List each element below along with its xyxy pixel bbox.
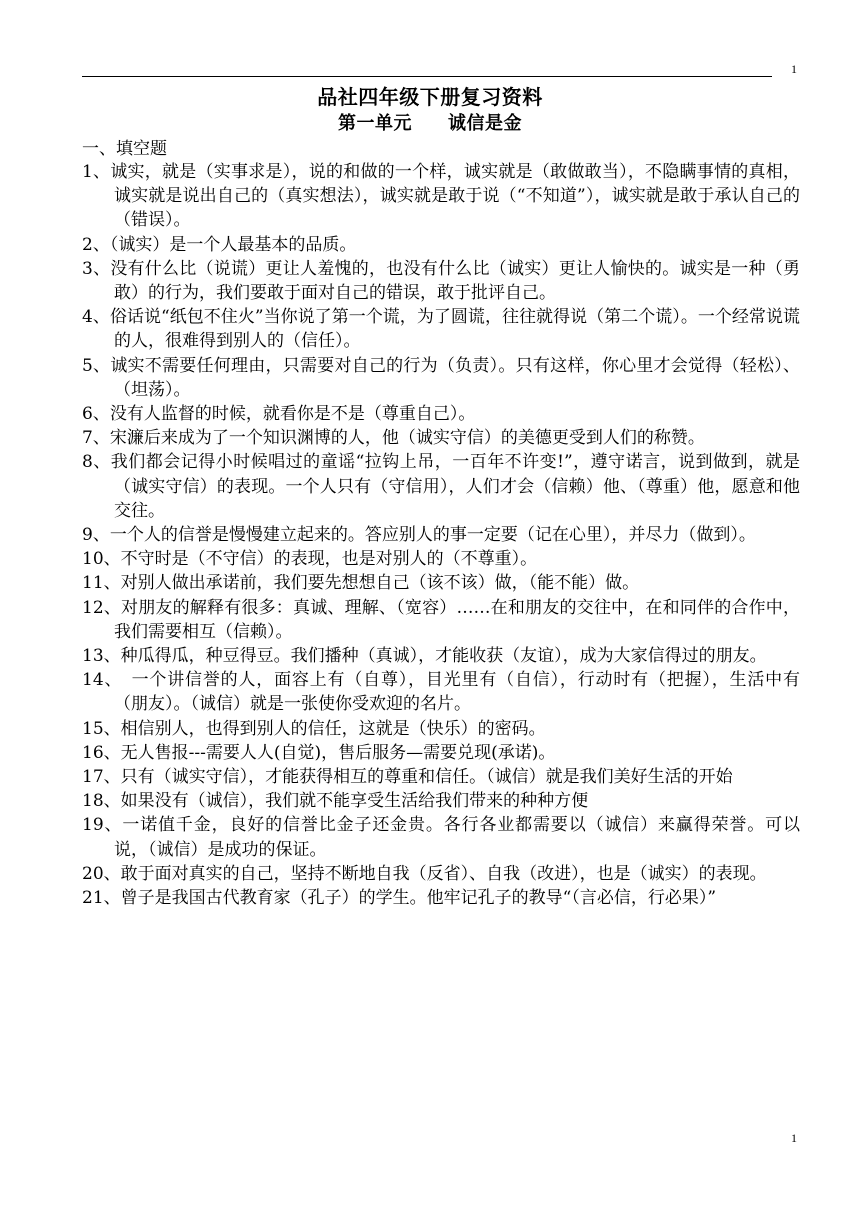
item-text: 一个人的信誉是慢慢建立起来的。答应别人的事一定要（记在心里），并尽力（做到）。 — [109, 525, 756, 546]
item-text: （诚实）是一个人最基本的品质。 — [109, 234, 357, 255]
page-number-top: 1 — [791, 62, 797, 76]
list-item — [82, 668, 800, 716]
item-text: 对朋友的解释有很多：真诚、理解、（宽容）……在和朋友的交往中，在和同伴的合作中，我们需要相互（信赖）。 — [114, 597, 800, 642]
item-number: 13、 — [82, 646, 121, 667]
item-number: 20、 — [82, 863, 121, 884]
list-item — [82, 426, 800, 450]
item-number: 18、 — [82, 791, 121, 812]
list-item — [82, 233, 800, 257]
list-item — [82, 596, 800, 644]
item-number: 5、 — [82, 355, 111, 376]
page-number-bottom: 1 — [791, 1131, 797, 1145]
item-text: 一诺值千金，良好的信誉比金子还金贵。各行各业都需要以（诚信）来赢得荣誉。可以说，（诚信）是成功的保证。 — [114, 815, 800, 860]
list-item — [82, 305, 800, 353]
item-number: 16、 — [82, 742, 121, 763]
item-number: 10、 — [82, 549, 121, 570]
item-text: 只有（诚实守信），才能获得相互的尊重和信任。（诚信）就是我们美好生活的开始 — [120, 767, 733, 788]
item-number: 11、 — [82, 573, 121, 594]
list-item — [82, 813, 800, 861]
item-text: 一个讲信誉的人，面容上有（自尊），目光里有（自信），行动时有（把握），生活中有（朋友）。（诚信）就是一张使你受欢迎的名片。 — [113, 670, 800, 715]
item-text: 没有人监督的时候，就看你是不是（尊重自己）。 — [109, 404, 476, 425]
item-number: 14、 — [82, 670, 114, 691]
list-item — [82, 717, 800, 741]
item-text: 曾子是我国古代教育家（孔子）的学生。他牢记孔子的教导“（言必信，行必果）” — [120, 888, 717, 909]
list-item — [82, 450, 800, 523]
item-text: 无人售报---需要人人(自觉)，售后服务—需要兑现(承诺)。 — [120, 742, 556, 763]
item-text: 诚实，就是（实事求是），说的和做的一个样，诚实就是（敢做敢当），不隐瞒事情的真相，诚实就是说出自己的（真实想法），诚实就是敢于说（“不知道”），诚实就是敢于承认自己的（错误）。 — [110, 162, 800, 231]
item-text: 相信别人，也得到别人的信任，这就是（快乐）的密码。 — [120, 718, 546, 739]
list-item — [82, 523, 800, 547]
unit-label: 第一单元 — [338, 113, 412, 134]
unit-heading — [0, 112, 860, 136]
item-text: 俗话说“纸包不住火”当你说了第一个谎，为了圆谎，往往就得说（第二个谎）。一个经常说谎的人，很难得到别人的（信任）。 — [109, 307, 800, 352]
item-text: 对别人做出承诺前，我们要先想想自己（该不该）做，（能不能）做。 — [120, 573, 640, 594]
list-item — [82, 765, 800, 789]
list-item — [82, 160, 800, 233]
item-text: 没有什么比（说谎）更让人羞愧的，也没有什么比（诚实）更让人愉快的。诚实是一种（勇敢）的行为，我们要敢于面对自己的错误，敢于批评自己。 — [110, 258, 800, 304]
item-number: 15、 — [82, 718, 121, 739]
item-text: 如果没有（诚信），我们就不能享受生活给我们带来的种种方便 — [120, 791, 589, 812]
item-text: 种瓜得瓜，种豆得豆。我们播种（真诚），才能收获（友谊），成为大家信得过的朋友。 — [120, 646, 767, 667]
item-text: 不守时是（不守信）的表现，也是对别人的（不尊重）。 — [120, 549, 538, 570]
item-number: 21、 — [82, 888, 121, 909]
item-text: 我们都会记得小时候唱过的童谣“拉钩上吊，一百年不许变!”，遵守诺言，说到做到，就是（诚实守信）的表现。一个人只有（守信用），人们才会（信赖）他、（尊重）他，愿意和他交往。 — [110, 452, 800, 521]
item-number: 9、 — [82, 525, 110, 546]
list-item — [82, 571, 800, 595]
list-item — [82, 547, 800, 571]
list-item — [82, 862, 800, 886]
header-rule — [82, 76, 772, 77]
item-number: 3、 — [82, 258, 111, 279]
item-number: 12、 — [82, 597, 122, 618]
list-item — [82, 789, 800, 813]
item-text: 诚实不需要任何理由，只需要对自己的行为（负责）。只有这样，你心里才会觉得（轻松）、（坦荡）。 — [110, 355, 800, 400]
list-item — [82, 644, 800, 668]
list-item — [82, 354, 800, 402]
item-text: 敢于面对真实的自己，坚持不断地自我（反省）、自我（改进），也是（诚实）的表现。 — [120, 863, 767, 884]
list-item — [82, 741, 800, 765]
list-item — [82, 886, 800, 910]
section-heading: 一、填空题 — [82, 139, 167, 159]
item-number: 2、 — [82, 234, 110, 255]
question-list — [82, 160, 800, 910]
item-number: 19、 — [82, 815, 123, 836]
item-number: 6、 — [82, 404, 110, 425]
unit-name: 诚信是金 — [448, 113, 522, 134]
item-number: 17、 — [82, 767, 121, 788]
item-number: 1、 — [82, 162, 111, 182]
document-title: 品社四年级下册复习资料 — [317, 85, 543, 109]
list-item — [82, 402, 800, 426]
item-number: 8、 — [82, 452, 111, 473]
item-text: 宋濂后来成为了一个知识渊博的人，他（诚实守信）的美德更受到人们的称赞。 — [109, 428, 705, 449]
item-number: 7、 — [82, 428, 110, 449]
list-item — [82, 257, 800, 305]
item-number: 4、 — [82, 307, 110, 328]
